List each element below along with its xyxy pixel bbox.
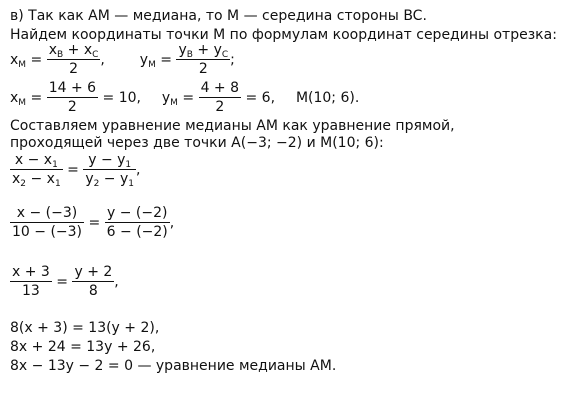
ym-label: $y_M$ — [139, 51, 156, 70]
substituted-formula: $\frac{x - (-3)}{10 - (-3)}$ = $\frac{y - (-2)}{6 - (-2)}$ , — [12, 205, 175, 240]
midpoint-result: M(10; 6). — [295, 89, 360, 106]
fraction-x-value: $\frac{14 + 6}{2}$ — [48, 80, 97, 115]
fraction-x: $\frac{x_B + x_C}{2}$ — [48, 42, 99, 77]
simplified-formula: $\frac{x + 3}{13}$ = $\frac{y + 2}{8}$ , — [12, 264, 119, 299]
midpoint-computation: $x_M$ = $\frac{14 + 6}{2}$ = 10, $y_M$ = $\frac{4 + 8}{2}$ = 6, M(10; 6). — [10, 80, 360, 115]
xm-label: $x_M$ — [10, 51, 27, 70]
equation-line-1: 8(x + 3) = 13(y + 2), — [10, 320, 160, 336]
fraction-x-general: $\frac{x - x_1}{x_2 - x_1}$ — [12, 152, 61, 189]
equation-line-2: 8x + 24 = 13y + 26, — [10, 339, 156, 355]
intro-line: в) Так как AM — медиана, то M — середина стороны BC. — [10, 8, 427, 24]
equation-line-3: 8x − 13y − 2 = 0 — уравнение медианы AM. — [10, 358, 337, 374]
fraction-y: $\frac{y_B + y_C}{2}$ — [178, 42, 229, 77]
median-intro-line: Составляем уравнение медианы AM как уравнение прямой, — [10, 118, 455, 134]
two-points-line: проходящей через две точки A(−3; −2) и M(10; 6): — [10, 135, 384, 151]
line-through-two-points-formula: $\frac{x - x_1}{x_2 - x_1}$ = $\frac{y - y_1}{y_2 - y_1}$ , — [12, 152, 141, 189]
midpoint-formula: $x_M$ = $\frac{x_B + x_C}{2}$ , $y_M$ = $\frac{y_B + y_C}{2}$ ; — [10, 42, 235, 77]
fraction-y-value: $\frac{4 + 8}{2}$ — [200, 80, 240, 115]
fraction-y-general: $\frac{y - y_1}{y_2 - y_1}$ — [85, 152, 135, 189]
task-line: Найдем координаты точки M по формулам координат середины отрезка: — [10, 27, 557, 43]
